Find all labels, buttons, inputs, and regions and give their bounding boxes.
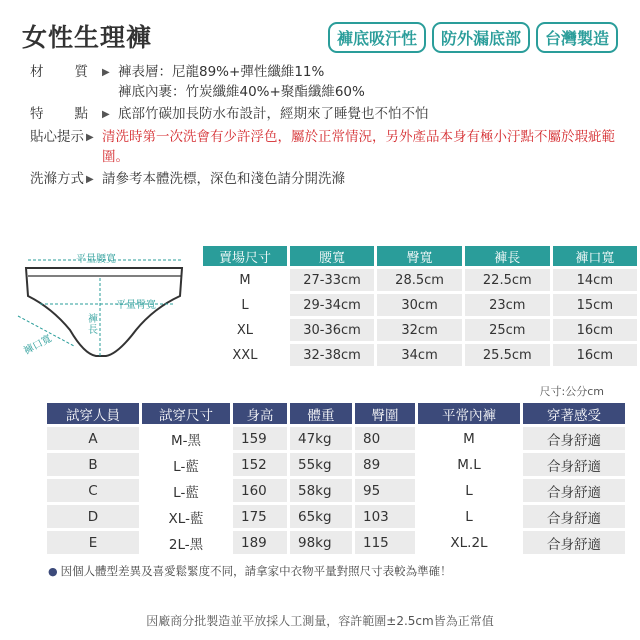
fitting-cell: 合身舒適 bbox=[523, 479, 625, 502]
tips-row bbox=[30, 127, 630, 167]
size-cell: XXL bbox=[203, 344, 287, 366]
size-cell: 34cm bbox=[377, 344, 462, 366]
feature-badges bbox=[328, 22, 618, 53]
fitting-cell: 2L-黑 bbox=[142, 531, 230, 554]
fitting-cell: 58kg bbox=[290, 479, 352, 502]
table-row bbox=[47, 531, 625, 554]
size-table-header bbox=[203, 246, 637, 266]
fitting-cell: B bbox=[47, 453, 139, 476]
fitting-col-header: 試穿尺寸 bbox=[142, 403, 230, 424]
arrow-icon: ▶ bbox=[102, 67, 110, 78]
fitting-cell: 89 bbox=[355, 453, 415, 476]
material-line-1: 褲表層：尼龍89%+彈性纖維11% bbox=[118, 64, 325, 80]
size-col-header: 臀寬 bbox=[377, 246, 462, 266]
table-row bbox=[203, 344, 637, 366]
fitting-cell: 合身舒適 bbox=[523, 453, 625, 476]
fitting-cell: E bbox=[47, 531, 139, 554]
fitting-cell: 合身舒適 bbox=[523, 505, 625, 528]
table-row bbox=[47, 505, 625, 528]
fitting-cell: L bbox=[418, 479, 520, 502]
size-cell: 29-34cm bbox=[290, 294, 374, 316]
size-cell: 16cm bbox=[553, 319, 637, 341]
fitting-cell: 47kg bbox=[290, 427, 352, 450]
fitting-col-header: 平常內褲 bbox=[418, 403, 520, 424]
size-cell: 27-33cm bbox=[290, 269, 374, 291]
size-cell: 25.5cm bbox=[465, 344, 550, 366]
hip-label: 平量臀寬 bbox=[116, 300, 156, 311]
size-col-header: 賣場尺寸 bbox=[203, 246, 287, 266]
fitting-cell: XL.2L bbox=[418, 531, 520, 554]
fitting-cell: C bbox=[47, 479, 139, 502]
table-row bbox=[203, 269, 637, 291]
fitting-cell: 115 bbox=[355, 531, 415, 554]
fitting-cell: L bbox=[418, 505, 520, 528]
fitting-cell: 合身舒適 bbox=[523, 531, 625, 554]
fitting-cell: 160 bbox=[233, 479, 287, 502]
fitting-col-header: 體重 bbox=[290, 403, 352, 424]
size-cell: 32cm bbox=[377, 319, 462, 341]
fitting-cell: 152 bbox=[233, 453, 287, 476]
footer-note: 因廠商分批製造並平放採人工測量，容許範圍±2.5cm皆為正常值 bbox=[146, 614, 494, 628]
arrow-icon: ▶ bbox=[102, 109, 110, 120]
fitting-cell: XL-藍 bbox=[142, 505, 230, 528]
size-cell: 14cm bbox=[553, 269, 637, 291]
feature-text: 底部竹碳加長防水布設計，經期來了睡覺也不怕不怕 bbox=[118, 106, 429, 122]
size-col-header: 褲口寬 bbox=[553, 246, 637, 266]
fitting-cell: 55kg bbox=[290, 453, 352, 476]
fitting-cell: A bbox=[47, 427, 139, 450]
material-label: 材 質 bbox=[30, 64, 88, 80]
wash-label: 洗滌方式 bbox=[30, 171, 84, 187]
arrow-icon: ▶ bbox=[86, 132, 94, 143]
material-row bbox=[30, 62, 630, 102]
fitting-cell: 80 bbox=[355, 427, 415, 450]
fitting-cell: 65kg bbox=[290, 505, 352, 528]
table-row bbox=[203, 294, 637, 316]
fitting-cell: 175 bbox=[233, 505, 287, 528]
size-col-header: 褲長 bbox=[465, 246, 550, 266]
fitting-col-header: 穿著感受 bbox=[523, 403, 625, 424]
bullet-icon: ● bbox=[48, 565, 58, 578]
leg-opening-label: 褲口寬 bbox=[22, 333, 54, 358]
size-table bbox=[200, 243, 640, 369]
tips-label: 貼心提示 bbox=[30, 129, 84, 145]
unit-note: 尺寸:公分cm bbox=[539, 385, 604, 398]
fit-note: ● 因個人體型差異及喜愛鬆緊度不同，請拿家中衣物平量對照尺寸表較為準確！ bbox=[48, 564, 452, 578]
size-cell: 32-38cm bbox=[290, 344, 374, 366]
tips-text: 清洗時第一次洗會有少許浮色，屬於正常情況，另外產品本身有極小汙點不屬於瑕疵範圍。 bbox=[102, 129, 615, 165]
fitting-cell: 合身舒適 bbox=[523, 427, 625, 450]
fitting-table bbox=[44, 400, 628, 557]
table-row bbox=[47, 427, 625, 450]
fitting-cell: 95 bbox=[355, 479, 415, 502]
feature-row bbox=[30, 104, 630, 125]
size-cell: M bbox=[203, 269, 287, 291]
badge-leakproof: 防外漏底部 bbox=[432, 22, 530, 53]
product-info bbox=[30, 62, 630, 192]
table-row bbox=[203, 319, 637, 341]
table-row bbox=[47, 453, 625, 476]
fitting-cell: M-黑 bbox=[142, 427, 230, 450]
size-cell: 16cm bbox=[553, 344, 637, 366]
feature-label: 特 點 bbox=[30, 106, 88, 122]
fitting-col-header: 身高 bbox=[233, 403, 287, 424]
fitting-cell: D bbox=[47, 505, 139, 528]
fitting-cell: 103 bbox=[355, 505, 415, 528]
fitting-col-header: 試穿人員 bbox=[47, 403, 139, 424]
fitting-cell: 98kg bbox=[290, 531, 352, 554]
size-cell: L bbox=[203, 294, 287, 316]
fitting-cell: 159 bbox=[233, 427, 287, 450]
wash-text: 請參考本體洗標，深色和淺色請分開洗滌 bbox=[102, 171, 345, 187]
fitting-cell: L-藍 bbox=[142, 479, 230, 502]
page-title: 女性生理褲 bbox=[22, 23, 153, 52]
size-cell: 25cm bbox=[465, 319, 550, 341]
fitting-col-header: 臀圍 bbox=[355, 403, 415, 424]
table-row bbox=[47, 479, 625, 502]
size-cell: 28.5cm bbox=[377, 269, 462, 291]
size-col-header: 腰寬 bbox=[290, 246, 374, 266]
brief-measurement-diagram bbox=[14, 246, 194, 366]
wash-row bbox=[30, 169, 630, 190]
fitting-table-header bbox=[47, 403, 625, 424]
fitting-cell: L-藍 bbox=[142, 453, 230, 476]
material-line-2: 褲底內裹：竹炭纖維40%+聚酯纖維60% bbox=[118, 84, 365, 100]
fitting-cell: M bbox=[418, 427, 520, 450]
size-cell: 22.5cm bbox=[465, 269, 550, 291]
badge-absorb: 褲底吸汗性 bbox=[328, 22, 426, 53]
length-label: 褲長 bbox=[88, 314, 98, 336]
fitting-cell: M.L bbox=[418, 453, 520, 476]
waist-label: 平量腰寬 bbox=[76, 254, 116, 265]
arrow-icon: ▶ bbox=[86, 174, 94, 185]
badge-made-in-taiwan: 台灣製造 bbox=[536, 22, 618, 53]
size-cell: 30cm bbox=[377, 294, 462, 316]
size-cell: XL bbox=[203, 319, 287, 341]
size-cell: 30-36cm bbox=[290, 319, 374, 341]
fitting-cell: 189 bbox=[233, 531, 287, 554]
size-cell: 15cm bbox=[553, 294, 637, 316]
size-cell: 23cm bbox=[465, 294, 550, 316]
